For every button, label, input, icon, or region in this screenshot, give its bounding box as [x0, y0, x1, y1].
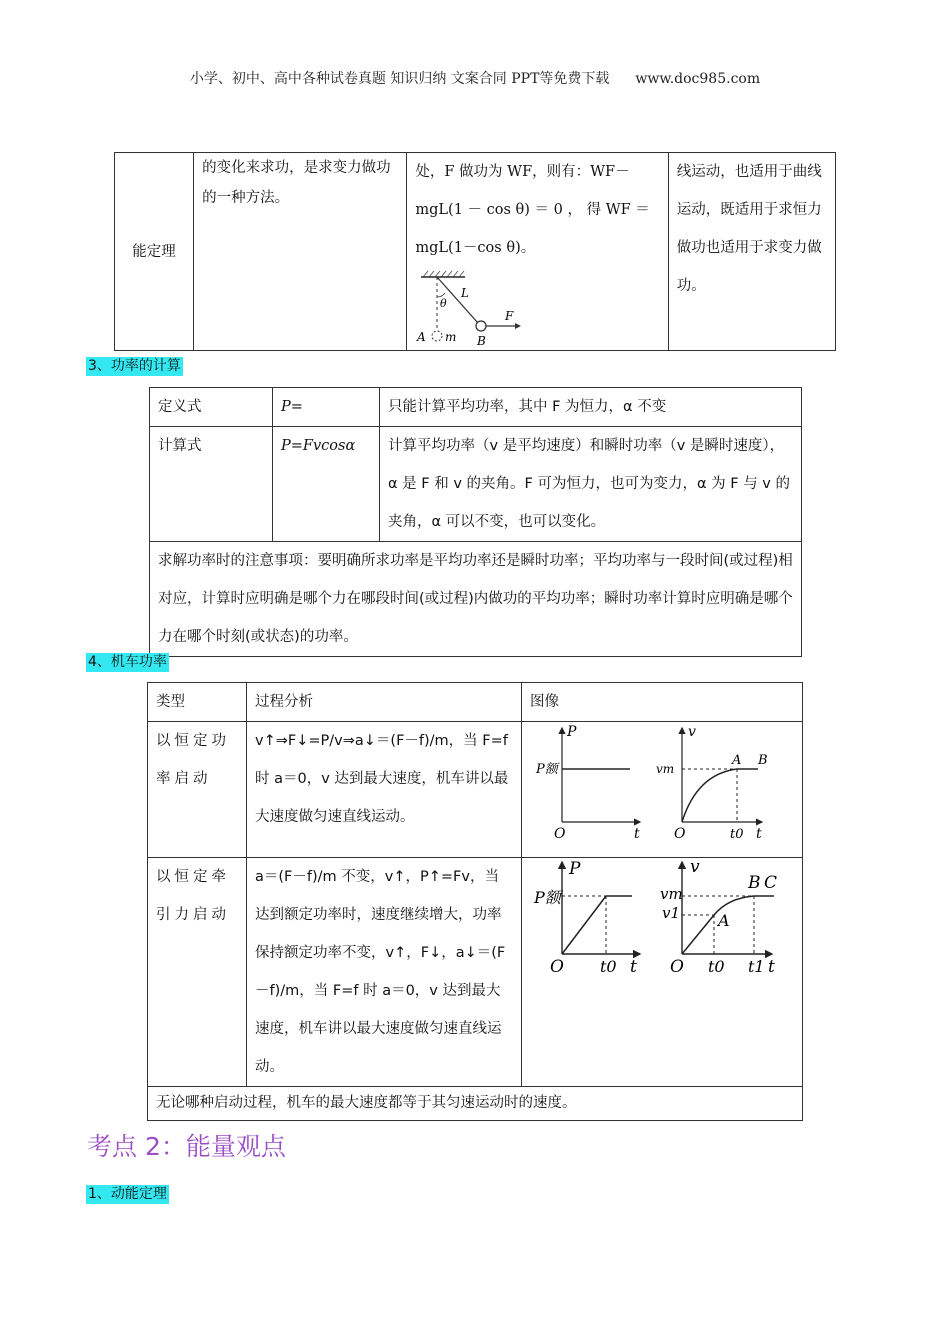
g4-A: A	[718, 911, 730, 930]
calc-note: 计算平均功率（v 是平均速度）和瞬时功率（v 是瞬时速度），α 是 F 和 v 的夹角。F 可为恒力，也可为变力，α 为 F 与 v 的夹角，α 可以不变，也可以变化。	[380, 427, 802, 542]
locomotive-footer: 无论哪种启动过程，机车的最大速度都等于其匀速运动时的速度。	[148, 1087, 803, 1121]
g4-t1: t1	[748, 957, 765, 976]
section-kp2-1-title: 1、动能定理	[88, 1186, 167, 1202]
g1-Pe: P额	[536, 762, 558, 777]
power-footer: 求解功率时的注意事项：要明确所求功率是平均功率还是瞬时功率；平均功率与一段时间(或过程)相对应，计算时应明确是哪个力在哪段时间(或过程)内做功的平均功率；瞬时功率计算时应明确是哪个力在哪个时刻(或状态)的功率。	[150, 542, 802, 657]
graph-cell-2	[522, 858, 803, 1087]
method-cell	[194, 153, 407, 351]
g1-P: P	[567, 724, 577, 740]
g4-vm: vm	[660, 885, 683, 903]
power-table	[149, 387, 802, 657]
def-name: 定义式	[150, 388, 273, 427]
label-A: A	[417, 330, 427, 344]
type-constant-force: 以恒定牵引力启动	[148, 858, 247, 1087]
g2-v: v	[688, 724, 696, 740]
g4-v: v	[690, 858, 700, 877]
g3-O: O	[550, 957, 564, 977]
type-constant-power: 以恒定功率启动	[148, 722, 247, 858]
label-theta: θ	[440, 297, 448, 310]
g2-t0: t0	[730, 827, 744, 842]
analysis-constant-force: a＝(F－f)/m 不变，v↑，P↑=Fv，当达到额定功率时，速度继续增大，功率保持额定功率不变，v↑，F↓，a↓＝(F－f)/m，当 F=f 时 a＝0，v 达到最大速度，机车讲以最大速度做匀速直线运动。	[247, 858, 522, 1087]
g4-O: O	[670, 957, 684, 977]
graph-cell-1	[522, 722, 803, 858]
example-cell	[407, 153, 668, 351]
section-4-title: 4、机车功率	[88, 654, 167, 670]
label-F: F	[505, 309, 514, 323]
locomotive-table	[147, 682, 803, 1121]
scope-cell	[668, 153, 835, 351]
method-text: 的变化来求功，是求变力做功的一种方法。	[202, 160, 391, 206]
work-energy-table	[114, 152, 836, 351]
header-site: www.doc985.com	[635, 71, 761, 87]
header-type: 类型	[148, 683, 247, 722]
example-text: 处，F 做功为 WF，则有：WF－mgL(1 － cos θ) ＝ 0 ， 得 WF ＝ mgL(1－cos θ)。	[415, 164, 650, 256]
g1-O: O	[554, 826, 566, 842]
g4-t0: t0	[708, 957, 725, 976]
section-3-title: 3、功率的计算	[88, 358, 181, 374]
g4-t: t	[768, 957, 775, 977]
g4-v1: v1	[662, 904, 681, 922]
g3-t: t	[630, 957, 637, 977]
analysis-constant-power: v↑⇒F↓=P/v⇒a↓＝(F－f)/m，当 F=f 时 a＝0，v 达到最大速度，机车讲以最大速度做匀速直线运动。	[247, 722, 522, 858]
header-text: 小学、初中、高中各种试卷真题 知识归纳 文案合同 PPT等免费下载	[189, 71, 610, 87]
def-note: 只能计算平均功率，其中 F 为恒力，α 不变	[380, 388, 802, 427]
row-label: 能定理	[132, 243, 176, 260]
label-L: L	[461, 286, 470, 300]
g2-vm: vm	[656, 762, 675, 776]
g4-B: B	[748, 873, 761, 893]
header-graph: 图像	[522, 683, 803, 722]
header-analysis: 过程分析	[247, 683, 522, 722]
graph-constant-force	[522, 858, 802, 988]
g2-A: A	[732, 753, 742, 768]
g2-B: B	[758, 753, 768, 768]
label-B: B	[477, 334, 487, 348]
calc-formula: P=Fvcosα	[273, 427, 380, 542]
scope-text: 线运动，也适用于曲线运动，既适用于求恒力做功也适用于求变力做功。	[676, 164, 822, 294]
label-m: m	[445, 330, 457, 344]
page-header	[0, 68, 950, 88]
g3-t0: t0	[600, 957, 617, 976]
g2-t: t	[756, 826, 762, 842]
g4-C: C	[764, 873, 778, 893]
def-formula: P=	[273, 388, 380, 427]
g3-Pe: P额	[534, 888, 561, 907]
row-label-cell	[115, 153, 194, 351]
pendulum-figure	[415, 269, 525, 349]
g1-t: t	[634, 826, 640, 842]
kaodian-2-title: 考点 2：能量观点	[87, 1132, 286, 1161]
g2-O: O	[674, 826, 686, 842]
g3-P: P	[569, 859, 581, 879]
calc-name: 计算式	[150, 427, 273, 542]
graph-constant-power	[522, 722, 802, 856]
